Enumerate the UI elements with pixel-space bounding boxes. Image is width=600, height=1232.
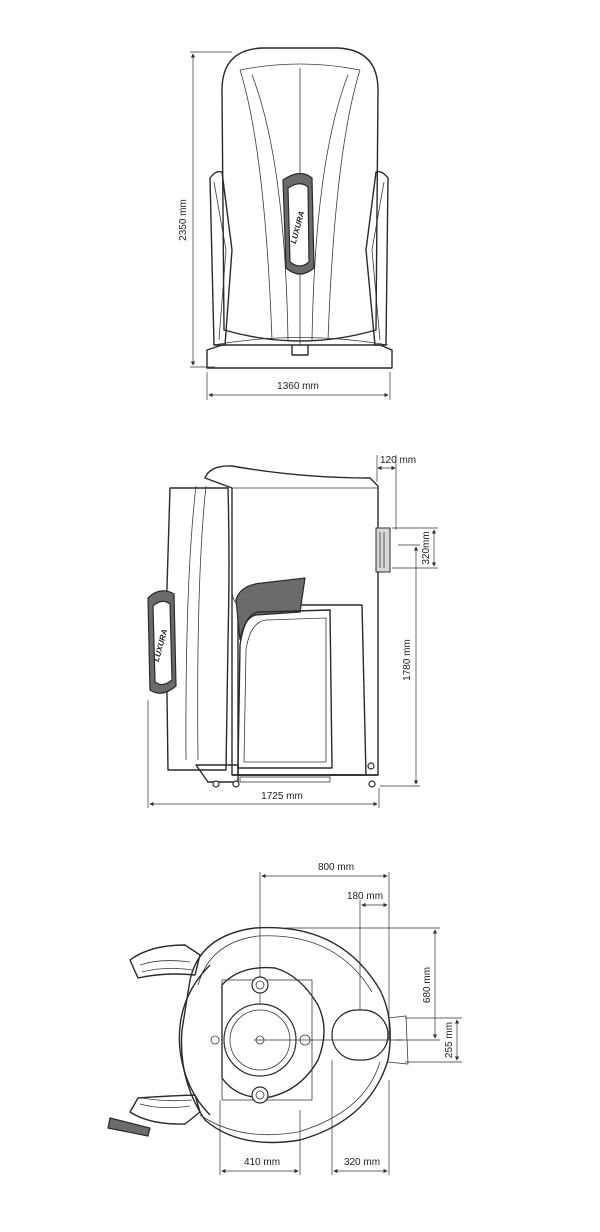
top-left-arm-lower [130,1095,200,1124]
side-vent [376,528,390,572]
side-upper-panel [236,578,305,640]
top-vent-label: 255 mm [444,1021,455,1059]
top-right-dimension [332,1060,389,1175]
top-left-label: 410 mm [243,1157,281,1168]
top-right-label: 320 mm [343,1157,381,1168]
front-height-label: 2350 mm [178,199,189,241]
top-width-label: 800 mm [317,862,355,873]
front-view [178,48,392,400]
side-length-dimension [148,700,379,808]
side-height-dimension [380,545,420,786]
side-vent-dimension [392,528,438,568]
side-depth-dimension [377,455,416,530]
top-depth-label: 680 mm [422,966,433,1004]
top-offset-label: 180 mm [346,891,384,902]
top-offset-dimension [347,891,387,1030]
front-width-label: 1360 mm [277,381,319,392]
top-view [108,862,462,1175]
front-width-dimension [207,372,390,400]
side-height-label: 1780 mm [402,639,413,681]
side-depth-label: 120 mm [380,455,417,466]
front-logo-text: LUXURA [288,210,307,245]
side-logo-text: LUXURA [151,628,170,663]
top-left-arm-upper [130,945,200,978]
top-vent-oval [332,1010,388,1060]
side-vent-label: 320mm [421,531,432,565]
side-length-label: 1725 mm [261,791,303,802]
top-left-dimension [220,1100,300,1175]
side-view [148,455,438,808]
